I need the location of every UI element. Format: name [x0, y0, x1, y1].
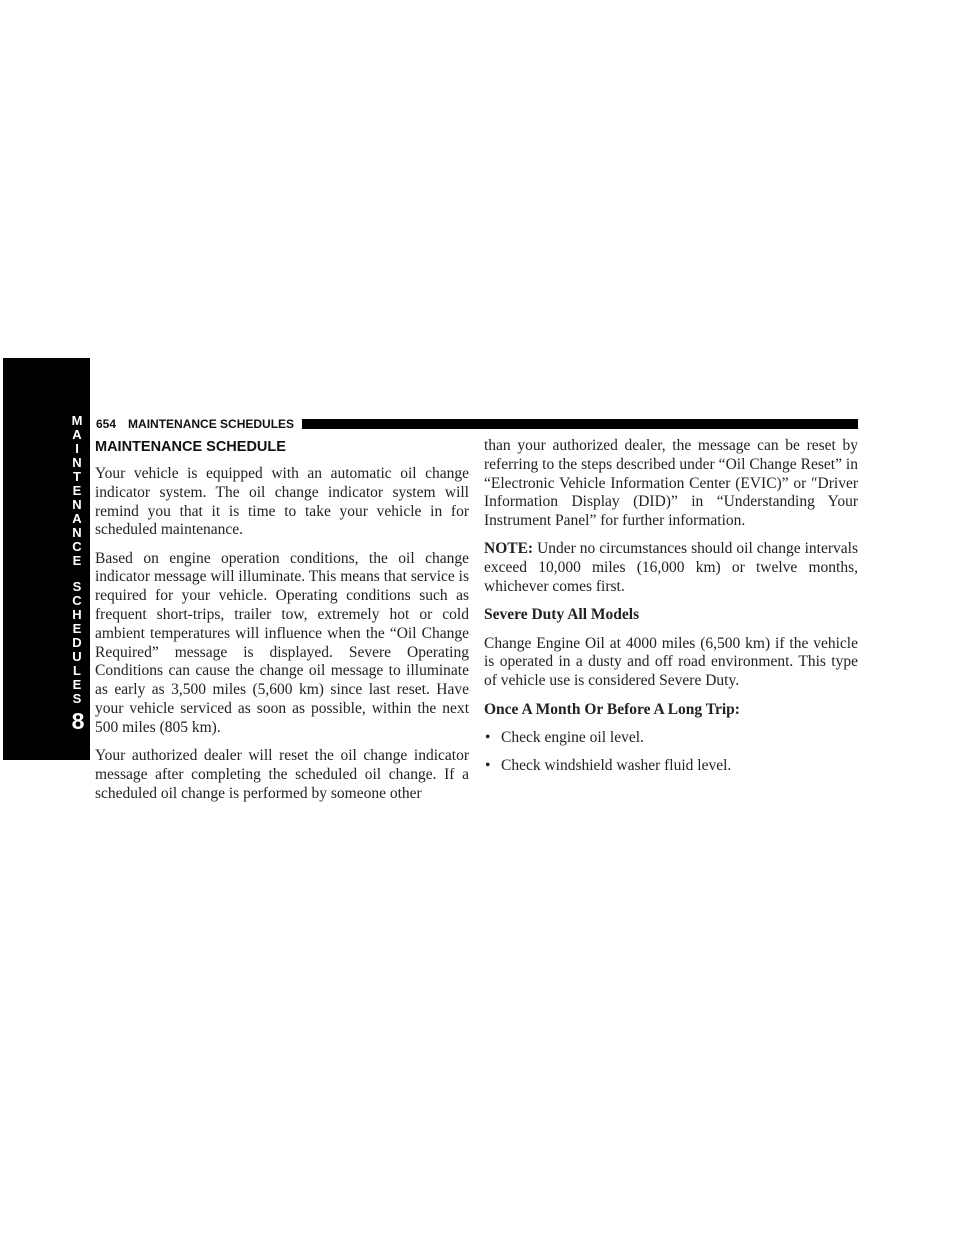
- running-title: MAINTENANCE SCHEDULES: [128, 417, 295, 431]
- tab-letter: A: [72, 511, 82, 526]
- list-item-text: Check windshield washer fluid level.: [501, 757, 732, 775]
- right-column: [484, 437, 858, 785]
- tab-letter: S: [72, 579, 82, 594]
- tab-letter: M: [71, 413, 83, 428]
- tab-letter: L: [73, 663, 81, 678]
- tab-letter: H: [72, 607, 82, 622]
- section-title: MAINTENANCE SCHEDULE: [95, 439, 286, 455]
- tab-letter: N: [72, 525, 82, 540]
- tab-letter: D: [72, 635, 82, 650]
- tab-letter: E: [72, 553, 82, 568]
- list-item: [484, 757, 858, 776]
- note-label: NOTE:: [484, 540, 534, 558]
- list-item: [484, 729, 858, 748]
- page-header: [96, 416, 858, 432]
- chapter-number: 8: [71, 708, 85, 734]
- monthly-check-heading: Once A Month Or Before A Long Trip:: [484, 700, 740, 718]
- body-paragraph: Your vehicle is equipped with an automatic oil change indicator system. The oil change indicator system will remind you that it is time to take your vehicle in for scheduled maintenance.: [95, 465, 469, 539]
- tab-letter: C: [72, 593, 82, 608]
- tab-letter: A: [72, 427, 82, 442]
- severe-duty-heading: Severe Duty All Models: [484, 606, 640, 624]
- tab-letter: S: [72, 691, 82, 706]
- tab-letter: N: [72, 497, 82, 512]
- tab-letter: E: [72, 677, 82, 692]
- tab-letter: T: [73, 469, 81, 484]
- note-text: Under no circumstances should oil change intervals exceed 10,000 miles (16,000 km) or twelve months, whichever comes first.: [484, 540, 858, 596]
- body-paragraph: Based on engine operation conditions, the oil change indicator message will illuminate. This means that service is required for your vehicle. Operating conditions such as frequent short-trips, trailer tow, extremely hot or cold ambient temperatures will influence when the “Oil Change Required” message is displayed. Severe Operating Conditions can cause the change oil message to illuminate as early as 3,500 miles (5,600 km) since last reset. Have your vehicle serviced as soon as possible, within the next 500 miles (805 km).: [95, 549, 469, 736]
- note-paragraph: [484, 540, 858, 596]
- tab-letter: N: [72, 455, 82, 470]
- page-number: 654: [96, 417, 117, 431]
- tab-letter: E: [72, 621, 82, 636]
- body-paragraph: Your authorized dealer will reset the oil change indicator message after completing the scheduled oil change. If a scheduled oil change is performed by someone other: [95, 747, 469, 802]
- header-rule: [302, 419, 858, 429]
- chapter-tab-vertical-label: [66, 414, 88, 706]
- bullet-icon: •: [485, 728, 491, 746]
- list-item-text: Check engine oil level.: [501, 728, 644, 746]
- tab-letter: C: [72, 539, 82, 554]
- tab-letter: U: [72, 649, 82, 664]
- left-column: [95, 437, 469, 813]
- severe-duty-paragraph: Change Engine Oil at 4000 miles (6,500 km) if the vehicle is operated in a dusty and off road environment. This type of vehicle use is considered Severe Duty.: [484, 634, 858, 690]
- tab-letter: I: [75, 441, 79, 456]
- tab-letter: E: [72, 483, 82, 498]
- continued-paragraph: than your authorized dealer, the message can be reset by referring to the steps described under “Oil Change Reset” in “Electronic Vehicle Information Center (EVIC)” or ″Driver Information Display (DID)” in “Understanding Your Instrument Panel” for further information.: [484, 437, 858, 530]
- bullet-icon: •: [485, 757, 491, 775]
- maintenance-checklist: [484, 729, 858, 776]
